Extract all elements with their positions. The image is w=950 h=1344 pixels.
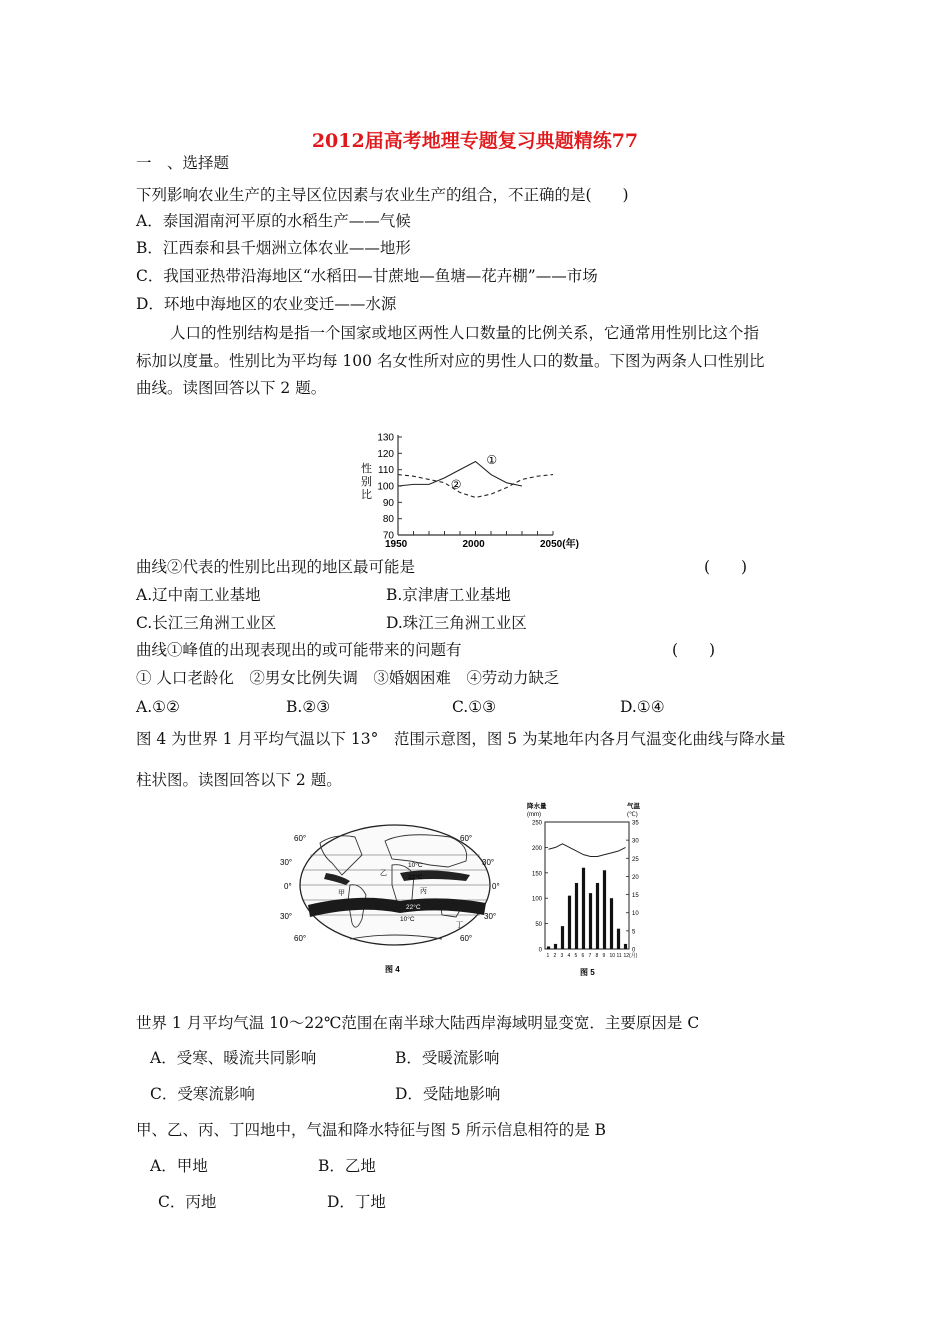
right-tick-label: 5 [632,929,636,936]
question-2-answer-paren: ( ) [704,558,748,576]
precipitation-bar [610,898,613,949]
y-axis-label-char: 别 [361,476,372,488]
right-tick-label: 25 [632,856,639,863]
left-tick-label: 150 [531,871,542,878]
y-tick-label: 80 [382,514,394,526]
x-tick-label: 2000 [462,539,485,550]
question-3-option-a: A.①② [136,698,180,716]
y-tick-label: 120 [377,448,394,460]
precipitation-bar [568,896,571,949]
left-axis-unit: (mm) [527,812,541,818]
question-2-option-a: A.辽中南工业基地 [136,586,261,604]
latitude-label: 30° [280,858,293,867]
question-4-option-b: B．受暖流影响 [395,1049,500,1067]
question-3-stem: 曲线①峰值的出现表现出的或可能带来的问题有 [136,641,462,659]
y-axis-label-char: 比 [361,489,372,501]
isotherm-label: 10°C [400,916,415,923]
left-axis-title: 降水量 [527,803,547,810]
series-2-line [398,475,553,498]
series-2-label: ② [450,477,462,492]
month-label: 4 [567,953,571,959]
question-3-items: ① 人口老龄化 ②男女比例失调 ③婚姻困难 ④劳动力缺乏 [136,669,560,687]
question-2-option-c: C.长江三角洲工业区 [136,614,277,632]
latitude-label: 60° [294,934,307,943]
left-tick-label: 50 [535,922,542,929]
x-tick-label: 1950 [385,539,408,550]
question-2-option-b: B.京津唐工业基地 [386,586,511,604]
latitude-label: 60° [460,834,473,843]
y-tick-label: 90 [382,497,394,509]
precipitation-bar [617,929,620,949]
precipitation-bar [582,868,585,949]
left-tick-label: 200 [531,845,542,852]
month-label: 1 [546,953,550,959]
figure-4-caption: 图 4 [385,965,400,974]
question-4-stem: 世界 1 月平均气温 10～22℃范围在南半球大陆西岸海域明显变宽．主要原因是 C [136,1014,700,1032]
right-tick-label: 20 [632,874,639,881]
question-1-option-a: A．泰国湄南河平原的水稻生产——气候 [136,212,411,230]
left-tick-label: 0 [538,947,542,954]
section-heading: 一 、选择题 [136,154,230,172]
figure-5-climate-chart [515,800,665,978]
page-title: 2012届高考地理专题复习典题精练77 [311,130,639,152]
figure-4-world-map [280,815,510,977]
left-tick-label: 100 [531,896,542,903]
y-axis-label [361,461,372,501]
question-5-option-b: B．乙地 [318,1157,376,1175]
y-tick-label: 70 [382,530,394,542]
latitude-label: 0° [492,882,500,891]
question-2-stem: 曲线②代表的性别比出现的地区最可能是 [136,558,416,576]
question-5-stem: 甲、乙、丙、丁四地中，气温和降水特征与图 5 所示信息相符的是 B [136,1121,607,1139]
question-3-option-d: D.①④ [620,698,665,716]
question-5-option-d: D．丁地 [327,1193,386,1211]
latitude-label: 60° [294,834,307,843]
question-4-option-a: A．受寒、暖流共同影响 [150,1049,317,1067]
question-5-option-a: A．甲地 [150,1157,208,1175]
question-3-option-c: C.①③ [452,698,497,716]
right-axis-unit: (℃) [627,812,638,818]
latitude-label: 30° [484,912,497,921]
right-axis-title: 气温 [627,803,640,810]
intro-paragraph-line: 图 4 为世界 1 月平均气温以下 13° 范围示意图，图 5 为某地年内各月气温变化曲线与降水量 [136,730,786,748]
question-3-answer-paren: ( ) [672,641,716,659]
x-tick-label: 2050(年) [540,539,579,550]
y-axis-label-char: 性 [361,463,372,475]
right-tick-label: 15 [632,893,639,900]
month-label: 3 [560,953,564,959]
isotherm-label: 22°C [406,904,421,911]
precipitation-bar [554,944,557,949]
question-1-option-c: C．我国亚热带沿海地区“水稻田—甘蔗地—鱼塘—花卉棚”——市场 [136,267,598,285]
right-tick-label: 0 [632,947,636,954]
month-label: 10 [609,953,616,959]
precipitation-bar [596,883,599,949]
precipitation-bar [561,926,564,949]
precipitation-bar [575,883,578,949]
question-1-option-b: B．江西泰和县千烟洲立体农业——地形 [136,239,411,257]
isotherm-label: 22°C [408,874,423,881]
month-label: 5 [574,953,578,959]
intro-paragraph-line: 柱状图。读图回答以下 2 题。 [136,771,342,789]
month-label: 11 [616,953,622,959]
isotherm-label: 10°C [408,862,423,869]
question-2-option-d: D.珠江三角洲工业区 [386,614,527,632]
intro-paragraph-line: 曲线。读图回答以下 2 题。 [136,379,327,397]
y-tick-label: 110 [378,465,394,477]
place-label: 丙 [420,888,427,895]
precipitation-bar [624,944,627,949]
left-tick-label: 250 [531,820,542,827]
precipitation-bar [589,893,592,949]
latitude-label: 60° [460,934,473,943]
y-tick-label: 130 [377,432,394,444]
plot-frame [545,822,629,949]
intro-paragraph-line: 标加以度量。性别比为平均每 100 名女性所对应的男性人口的数量。下图为两条人口性别比 [136,352,765,370]
place-label: 甲 [338,890,345,897]
sex-ratio-chart [355,425,605,553]
place-label: 乙 [380,870,387,877]
precipitation-bar [547,946,550,949]
question-3-option-b: B.②③ [286,698,331,716]
temperature-curve [549,844,626,857]
question-5-option-c: C．丙地 [158,1193,217,1211]
y-tick-label: 100 [377,481,394,493]
question-1-option-d: D．环地中海地区的农业变迁——水源 [136,295,397,313]
figure-5-caption: 图 5 [580,968,595,977]
month-label: 9 [602,953,606,959]
place-label: 丁 [456,922,463,929]
series-1-label: ① [486,452,498,467]
question-1-stem: 下列影响农业生产的主导区位因素与农业生产的组合，不正确的是( ) [136,186,629,204]
question-4-option-c: C．受寒流影响 [150,1085,255,1103]
question-4-option-d: D．受陆地影响 [395,1085,501,1103]
latitude-label: 30° [280,912,293,921]
latitude-label: 30° [482,858,495,867]
month-label: 12(月) [623,953,638,959]
latitude-label: 0° [284,882,292,891]
right-tick-label: 35 [632,820,639,827]
month-label: 2 [553,953,557,959]
intro-paragraph-line: 人口的性别结构是指一个国家或地区两性人口数量的比例关系，它通常用性别比这个指 [170,324,760,342]
right-tick-label: 10 [632,911,639,918]
precipitation-bar [603,870,606,949]
month-label: 6 [581,953,585,959]
month-label: 7 [588,953,592,959]
month-label: 8 [595,953,599,959]
right-tick-label: 30 [632,838,639,845]
